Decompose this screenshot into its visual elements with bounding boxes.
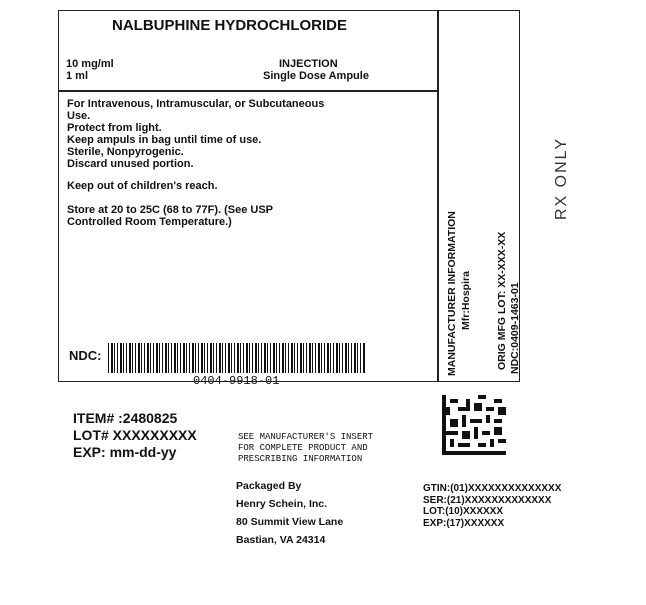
barcode-number: 0404-9918-01 (193, 374, 280, 388)
packager-line: Bastian, VA 24314 (236, 534, 326, 546)
drug-name: NALBUPHINE HYDROCHLORIDE (112, 17, 348, 34)
instruction-line: For Intravenous, Intramuscular, or Subcutaneous (67, 98, 325, 110)
insert-note-line: FOR COMPLETE PRODUCT AND (238, 443, 368, 453)
packager-line: Packaged By (236, 480, 302, 492)
item-number: ITEM# :2480825 (73, 410, 178, 426)
instruction-line: Keep ampuls in bag until time of use. (67, 134, 262, 146)
expiry-date: EXP: mm-dd-yy (73, 444, 177, 460)
gs1-lot-code: LOT:(10)XXXXXX (423, 506, 504, 517)
instruction-line: Use. (67, 110, 91, 122)
insert-note (238, 432, 373, 465)
child-warning: Keep out of children's reach. (67, 180, 218, 192)
instructions-block (67, 98, 324, 170)
packager-line: Henry Schein, Inc. (236, 498, 328, 510)
mfr-name: Mfr:Hospira (460, 271, 472, 330)
rx-only: RX ONLY (553, 136, 570, 220)
gtin-code: GTIN:(01)XXXXXXXXXXXXXX (423, 483, 562, 494)
insert-note-line: SEE MANUFACTURER'S INSERT (238, 432, 374, 442)
orig-mfg-lot: ORIG MFG LOT: XX-XXX-XX (496, 231, 508, 370)
header-divider (58, 90, 439, 92)
lot-number: LOT# XXXXXXXXX (73, 427, 197, 443)
gs1-exp-code: EXP:(17)XXXXXX (423, 517, 505, 529)
mfr-info-title: MANUFACTURER INFORMATION (446, 211, 458, 376)
instruction-line: Discard unused portion. (67, 158, 194, 170)
instruction-line: Protect from light. (67, 122, 162, 134)
datamatrix-code (442, 395, 506, 455)
mfr-column-divider (437, 10, 439, 382)
storage-line: Store at 20 to 25C (68 to 77F). (See USP (67, 204, 274, 216)
dosage-form: INJECTION (279, 58, 338, 70)
instruction-line: Sterile, Nonpyrogenic. (67, 146, 184, 158)
serial-code: SER:(21)XXXXXXXXXXXXX (423, 494, 552, 506)
strength: 10 mg/ml (66, 58, 114, 70)
storage-line: Controlled Room Temperature.) (67, 216, 232, 228)
packager-block (236, 477, 343, 549)
volume: 1 ml (66, 70, 89, 82)
linear-barcode (108, 343, 366, 373)
packager-line: 80 Summit View Lane (236, 516, 344, 528)
mfr-ndc: NDC:0409-1463-01 (509, 282, 521, 374)
gs1-codes (423, 483, 561, 529)
storage-block (67, 204, 273, 228)
ndc-label: NDC: (69, 348, 102, 363)
insert-note-line: PRESCRIBING INFORMATION (238, 454, 363, 464)
package-type: Single Dose Ampule (263, 70, 369, 82)
